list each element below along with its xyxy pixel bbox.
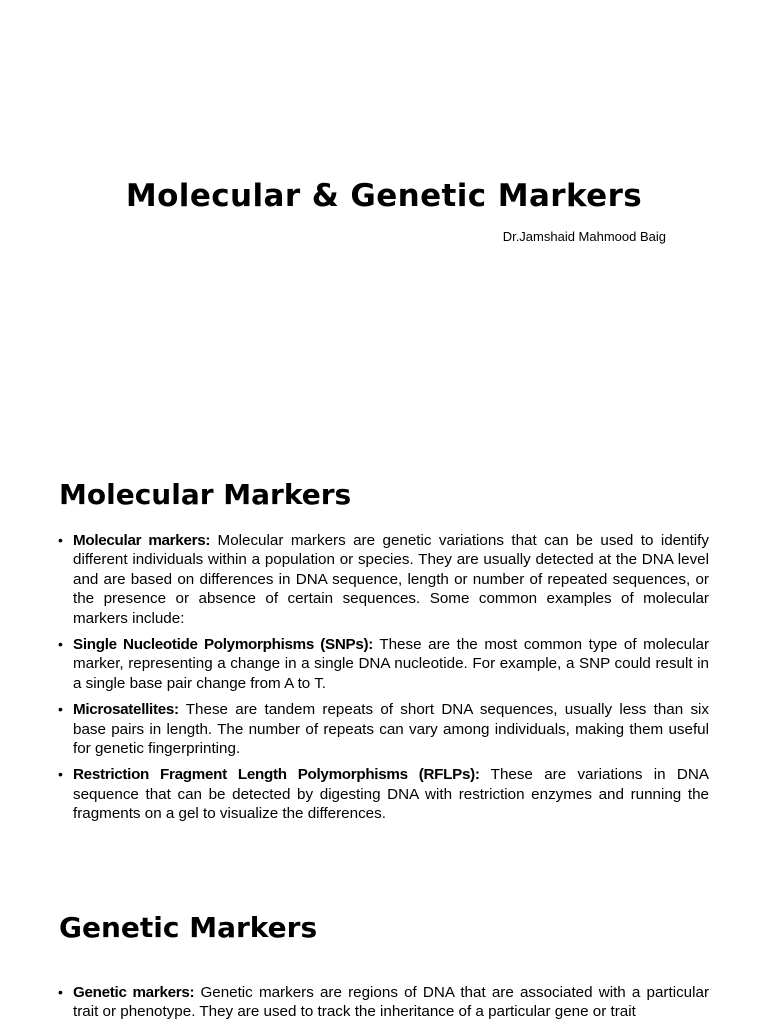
bullet-term: Microsatellites: (73, 701, 179, 719)
section-heading-genetic-markers: Genetic Markers (59, 911, 318, 944)
bullet-icon: • (58, 701, 63, 718)
genetic-markers-list (55, 983, 709, 1029)
author-name: Dr.Jamshaid Mahmood Baig (502, 229, 666, 244)
section-heading-molecular-markers: Molecular Markers (59, 478, 352, 511)
bullet-icon: • (58, 766, 63, 783)
bullet-term: Restriction Fragment Length Polymorphisms (RFLPs): (73, 766, 480, 784)
list-item (55, 635, 709, 693)
bullet-term: Single Nucleotide Polymorphisms (SNPs): (73, 636, 374, 654)
bullet-icon: • (58, 532, 63, 548)
bullet-text: These are tandem repeats of short DNA sequences, usually less than six base pairs in length. The number of repeats can vary among individuals, making them useful for genetic fingerprinting. (73, 701, 709, 758)
molecular-markers-list (55, 531, 709, 831)
bullet-icon: • (58, 984, 63, 1000)
bullet-term: Genetic markers: (73, 984, 195, 1001)
bullet-icon: • (58, 636, 63, 653)
page-title: Molecular & Genetic Markers (125, 178, 643, 214)
bullet-term: Molecular markers: (73, 532, 211, 549)
list-item (55, 531, 709, 628)
bullet-text: These are the most common type of molecular marker, representing a change in a single DNA nucleotide. For example, a SNP could result in a single base pair change from A to T. (73, 636, 709, 692)
list-item (55, 700, 709, 758)
list-item (55, 765, 709, 823)
bullet-text: Molecular markers are genetic variations that can be used to identify different individuals within a population or species. They are usually detected at the DNA level and are based on differences in DNA sequence, length or number of repeated sequences, or the presence or absence of certain sequences. Some common examples of molecular markers include: (73, 532, 709, 627)
list-item (55, 983, 709, 1022)
bullet-text: Genetic markers are regions of DNA that are associated with a particular trait or phenotype. They are used to track the inheritance of a particular gene or trait (73, 984, 710, 1021)
bullet-text: These are variations in DNA sequence that can be detected by digesting DNA with restriction enzymes and running the fragments on a gel to visualize the differences. (73, 766, 709, 823)
